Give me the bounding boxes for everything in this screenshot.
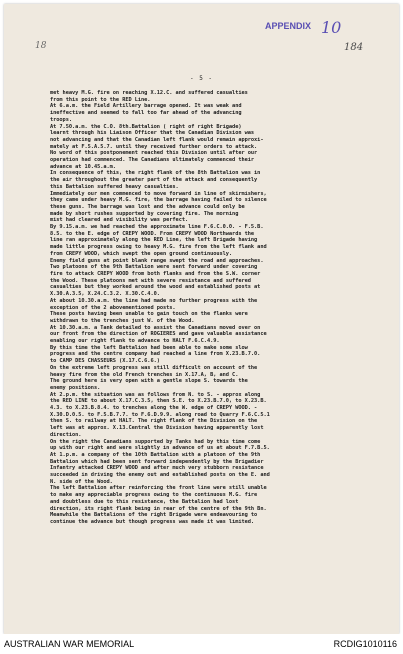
body-line: progress and the centre company had reached a line from X.23.B.7.0.: [50, 351, 261, 358]
body-line: At 6.a.m. the Field Artillery barrage opened. It was weak and: [50, 103, 242, 110]
appendix-stamp: APPENDIX: [265, 21, 312, 31]
body-line: and doubtless due to this resistance, the Battalion had lost: [50, 498, 239, 505]
body-line: not advancing and that the Canadian left flank would remain approxi-: [50, 136, 264, 143]
body-line: enemy positions.: [50, 384, 101, 391]
body-line: mist had cleared and visibility was perfect.: [50, 217, 189, 224]
body-line: our front from the direction of ROGIERES and gave valuable assistance: [50, 331, 267, 338]
body-line: These posts having been unable to gain touch on the flanks were: [50, 311, 248, 318]
body-line: On the right the Canadians supported by Tanks had by this time come: [50, 438, 261, 445]
body-line: 8.5. to the E. edge of CREPY WOOD. From CREPY WOOD Northwards the: [50, 230, 255, 237]
page-number: - 5 -: [189, 75, 214, 82]
body-line: the air throughout the greater part of the attack and consequently: [50, 177, 258, 184]
body-line: the RED LINE to about X.17.C.3.5, then S.E. to X.23.B.7.0, to X.23.B.: [50, 398, 267, 405]
body-line: casualties but they worked around the wood and established posts at: [50, 284, 261, 291]
body-line: At 10.30.a.m. a Tank detailed to assist the Canadians moved over on: [50, 324, 261, 331]
body-line: met heavy M.G. fire on reaching X.12.C. and suffered casualties: [50, 90, 248, 96]
body-line: made by short rushes supported by covering fire. The morning: [50, 210, 239, 217]
body-line: learnt through his Liaison Officer that the Canadian Division was: [50, 130, 255, 137]
body-line: No word of this postponement reached this Division until after our: [50, 150, 258, 157]
body-line: from CREPY WOOD, which swept the open ground continuously.: [50, 250, 233, 257]
body-line: to CAMP DES CHASSEURS (X.17.C.6.6.): [50, 358, 160, 365]
body-line: The left Battalion after reinforcing the front line were still unable: [50, 485, 267, 492]
body-line: direction.: [50, 431, 82, 438]
body-line: advance at 10.45.a.m.: [50, 163, 116, 170]
body-line: made little progress owing to heavy M.G. fire from the left flank and: [50, 244, 267, 251]
body-line: operation had commenced. The Canadians ultimately commenced their: [50, 157, 255, 164]
handwritten-page-number: 184: [344, 42, 364, 53]
footer-bar: [0, 634, 403, 654]
body-line: withdrawn to the trenches just W. of the Wood.: [50, 317, 195, 324]
body-text: [50, 90, 368, 526]
appendix-number: 10: [321, 18, 342, 37]
body-line: X.30.D.0.5. to F.5.B.7.7. to F.6.D.9.9. along road to Quarry F.6.C.5.1: [50, 411, 270, 418]
body-line: ineffective and seemed to fall too far ahead of the advancing: [50, 110, 242, 117]
body-line: line ran approximately along the RED Line, the left Brigade having: [50, 237, 258, 244]
body-line: then S. to railway at HALT. The right flank of the Division on the: [50, 418, 258, 425]
body-line: Battalion which had been sent forward independently by the Brigadier: [50, 458, 264, 465]
footer-record-id: RCDIG1010116: [333, 639, 397, 649]
body-line: In consequence of this, the right flank of the 8th Battalion was in: [50, 170, 261, 177]
body-line: enabling our right flank to advance to HALT F.6.C.4.9.: [50, 338, 220, 345]
body-line: 4.3. to X.23.B.8.4. to trenches along the W. edge of CREPY WOOD. -: [50, 405, 258, 412]
body-line: this Battalion suffered heavy casualties.: [50, 183, 179, 190]
body-line: Two platoons of the 9th Battalion were sent forward under covering: [50, 264, 258, 271]
body-line: continue the advance but though progress was made it was limited.: [50, 519, 255, 525]
body-line: On the extreme left progress was still difficult on account of the: [50, 364, 258, 371]
body-line: to make any appreciable progress owing to the continuous M.G. fire: [50, 492, 258, 499]
document-page: [4, 4, 399, 634]
body-line: fire to attack CREPY WOOD from both flanks and from the S.W. corner: [50, 270, 261, 277]
body-line: mately at F.5.A.5.7. until they received further orders to attack.: [50, 143, 258, 150]
body-line: heavy fire from the old French trenches in X.17.A, B, and C.: [50, 371, 239, 378]
body-line: The ground here is very open with a gentle slope S. towards the: [50, 378, 248, 385]
body-line: left was at approx. X.13.Central the Division having apparently lost: [50, 425, 264, 432]
body-line: succeeded in driving the enemy out and established posts on the E. and: [50, 472, 270, 479]
body-line: X.30.A.3.5, X.24.C.3.2. X.30.C.4.0.: [50, 291, 160, 298]
body-line: N. side of the Wood.: [50, 478, 113, 485]
body-line: up with our right and were slightly in advance of us at about F.7.B.5.: [50, 445, 270, 452]
body-line: Meanwhile the Battalions of the right Brigade were endeavouring to: [50, 512, 258, 519]
body-line: By this time the left Battalion had been able to make some slow: [50, 344, 248, 351]
body-line: direction, its right flank being in rear of the centre of the 9th Bn.: [50, 505, 267, 512]
body-line: At 7.50.a.m. the C.O. 8th.Battalion ( right of right Brigade): [50, 123, 242, 130]
body-line: Immediately our men commenced to move forward in line of skirmishers,: [50, 190, 267, 197]
body-line: At about 10.30.a.m. the line had made no further progress with the: [50, 297, 258, 304]
body-line: from this point to the RED Line.: [50, 96, 151, 103]
handwritten-margin-mark: 18: [35, 41, 47, 51]
body-line: At 1.p.m. a company of the 10th Battalion with a platoon of the 9th: [50, 451, 261, 458]
body-line: Infantry attacked CREPY WOOD and after much very stubborn resistance: [50, 465, 264, 472]
footer-source: AUSTRALIAN WAR MEMORIAL: [4, 639, 135, 649]
body-line: they came under heavy M.G. fire, the barrage having failed to silence: [50, 197, 267, 204]
body-line: the Wood. These platoons met with severe resistance and suffered: [50, 277, 251, 284]
body-line: Enemy field guns at point blank range swept the road and approaches.: [50, 257, 264, 264]
body-line: exception of the 2 abovementioned posts.: [50, 304, 176, 311]
body-line: troops.: [50, 116, 72, 123]
body-line: By 9.15.a.m. we had reached the approximate line F.6.C.0.0. - F.5.B.: [50, 224, 264, 231]
body-line: At 2.p.m. the situation was as follows from N. to S. - approx along: [50, 391, 261, 398]
body-line: these guns. The barrage was lost and the advance could only be: [50, 203, 245, 210]
